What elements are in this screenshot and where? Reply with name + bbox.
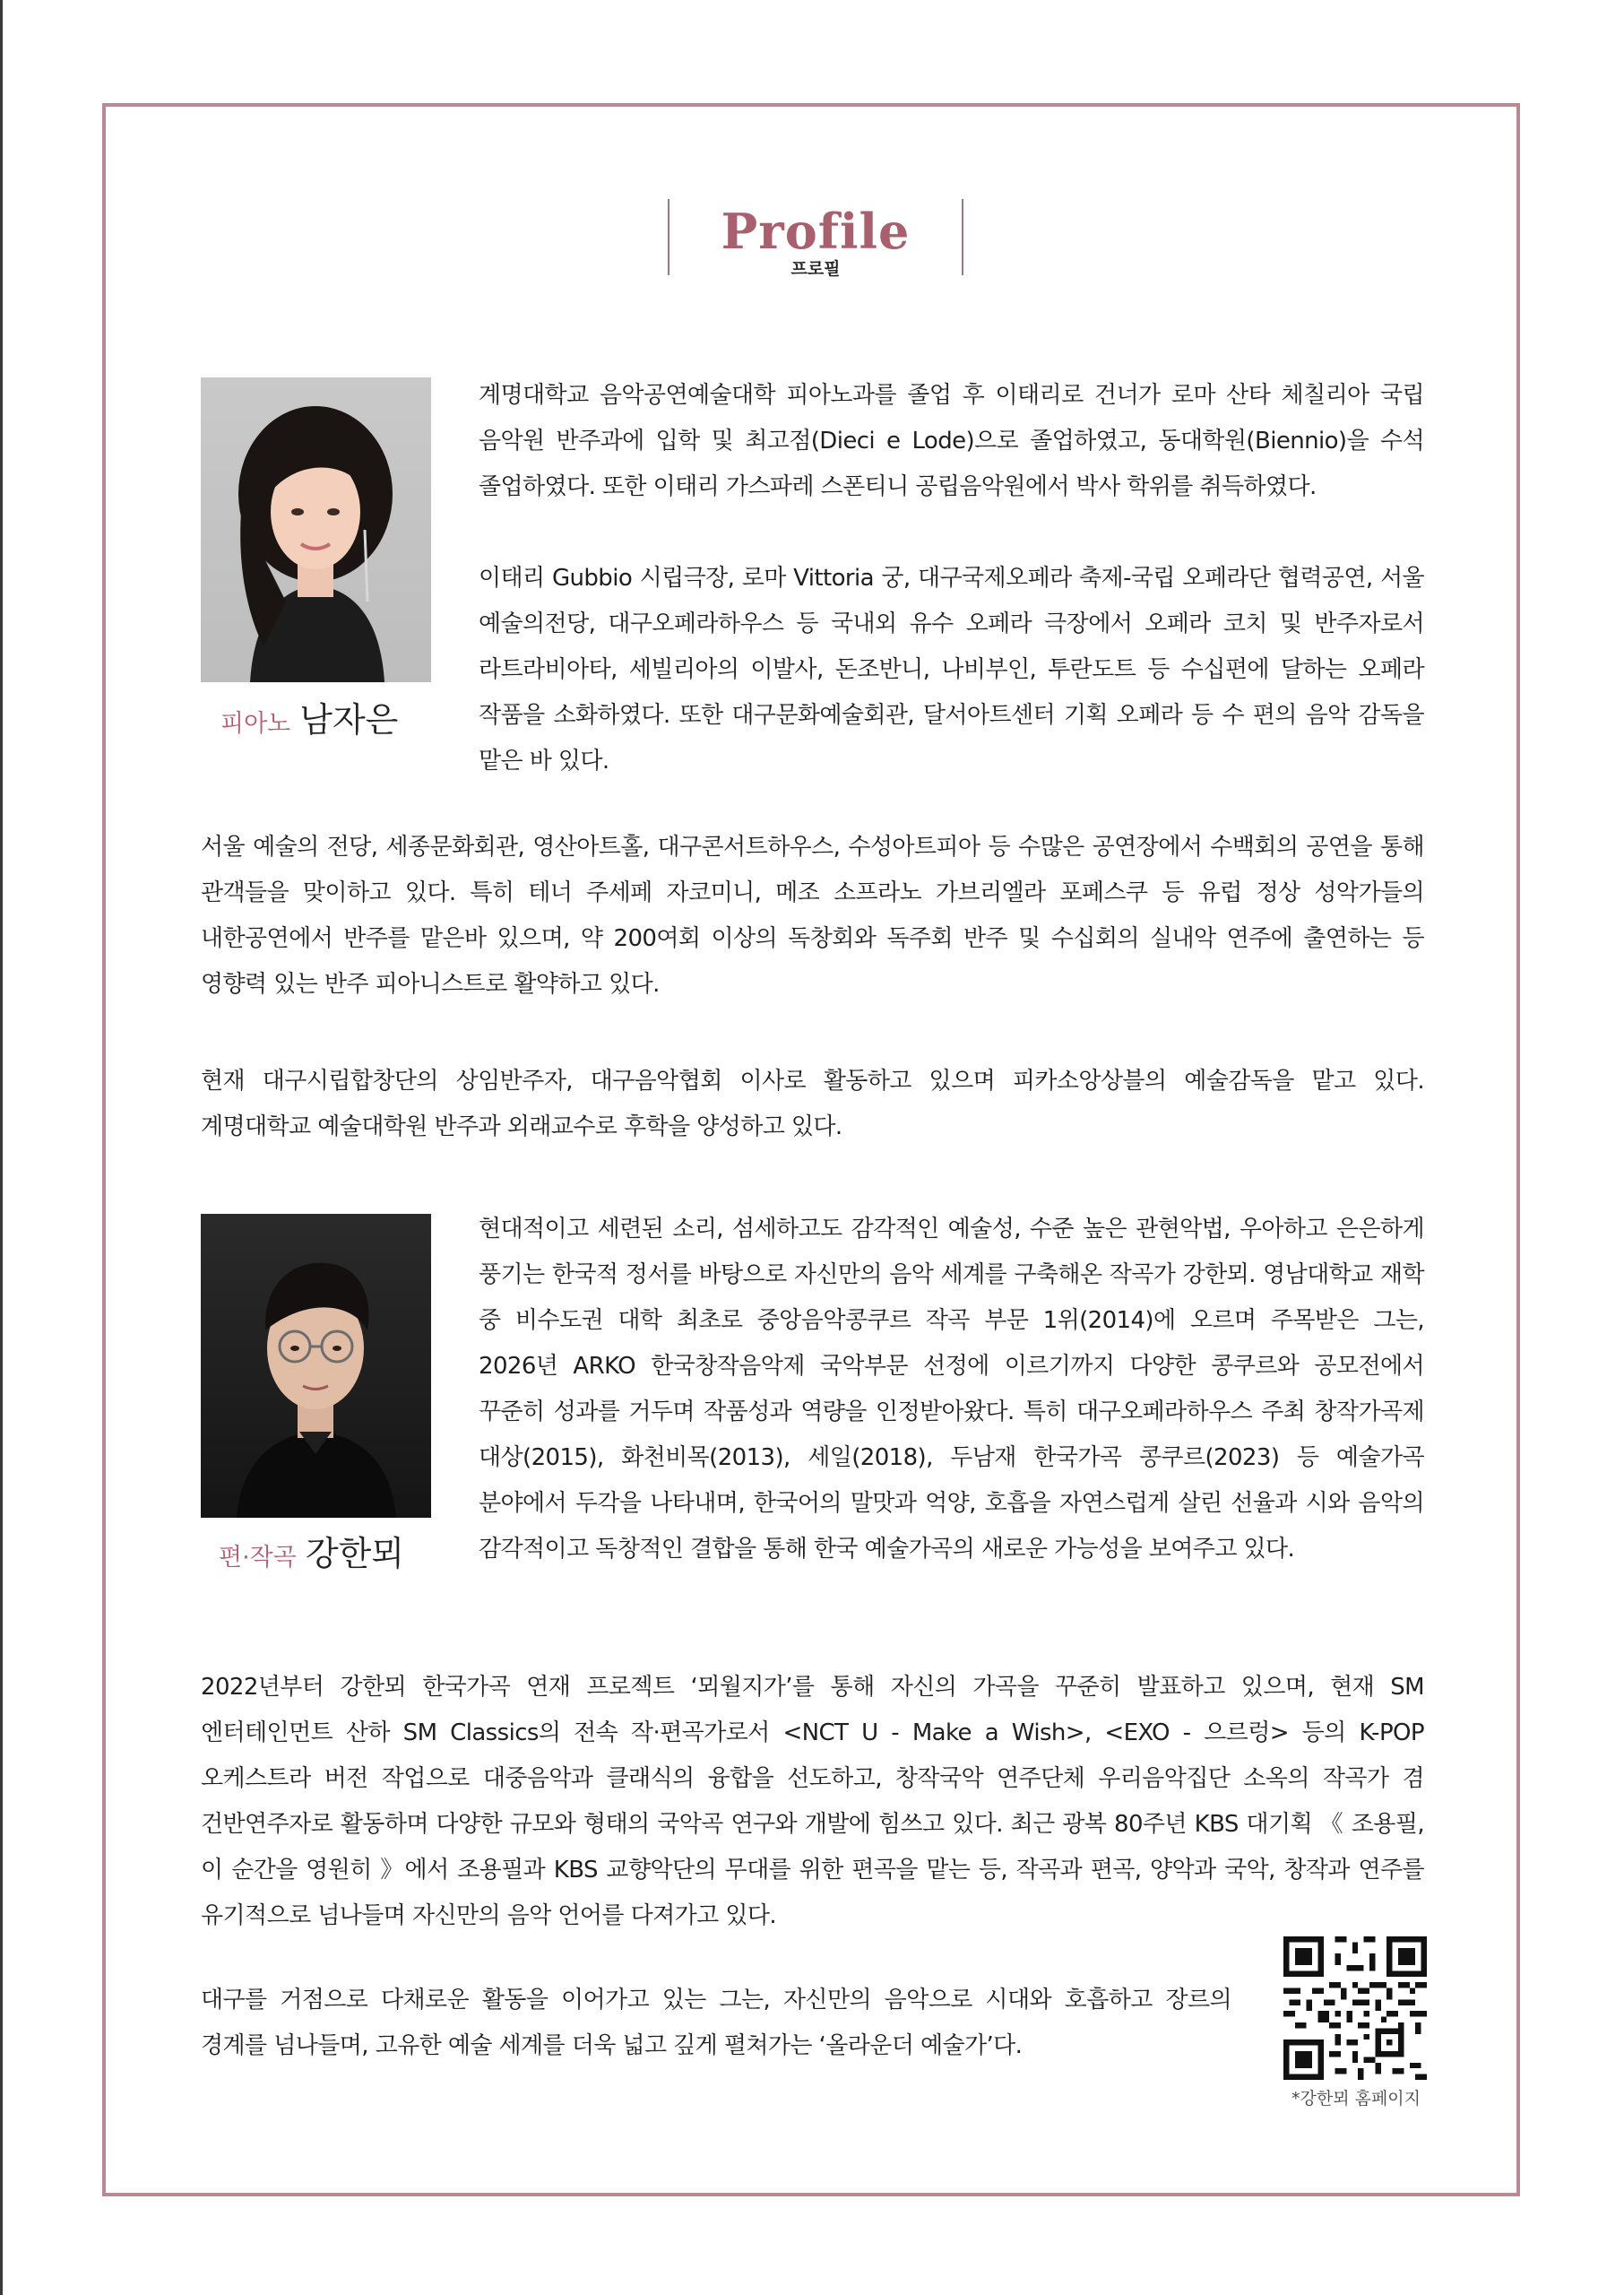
composer-role: 편·작곡 bbox=[219, 1544, 297, 1572]
pianist-caption bbox=[220, 692, 399, 740]
pianist-name: 남자은 bbox=[299, 700, 399, 740]
composer-bio-paragraph-1: 현대적이고 세련된 소리, 섬세하고도 감각적인 예술성, 수준 높은 관현악법, 우아하고 은은하게 풍기는 한국적 정서를 바탕으로 자신만의 음악 세계를 구축해온 작곡가 강한뫼. 영남대학교 재학 중 비수도권 대학 최초로 중앙음악콩쿠르 작곡 부문 1위(2014)에 오르며 주목받은 그는, 2026년 ARKO 한국창작음악제 국악부문 선정에 이르기까지 다양한 콩쿠르와 공모전에서 꾸준히 성과를 거두며 작품성과 역량을 인정받아왔다. 특히 대구오페라하우스 주최 창작가곡제 대상(2015), 화천비목(2013), 세일(2018), 두남재 한국가곡 콩쿠르(2023) 등 예술가곡 분야에서 두각을 나타내며, 한국어의 말맛과 억양, 호흡을 자연스럽게 살린 선율과 시와 음악의 감각적이고 독창적인 결합을 통해 한국 예술가곡의 새로운 가능성을 보여주고 있다. bbox=[479, 1216, 1424, 1563]
qr-caption: *강한뫼 홈페이지 bbox=[1291, 2089, 1421, 2109]
composer-photo bbox=[201, 1214, 431, 1518]
pianist-bio-paragraph-2: 이태리 Gubbio 시립극장, 로마 Vittoria 궁, 대구국제오페라 축제-국립 오페라단 협력공연, 서울 예술의전당, 대구오페라하우스 등 국내외 유수 오페라 극장에서 오페라 코치 및 반주자로서 라트라비아타, 세빌리아의 이발사, 돈조반니, 나비부인, 투란도트 등 수십편에 달하는 오페라 작품을 소화하였다. 또한 대구문화예술회관, 달서아트센터 기획 오페라 등 수 편의 음악 감독을 맡은 바 있다. bbox=[479, 565, 1424, 775]
title-divider-left bbox=[668, 199, 669, 275]
page-subtitle: 프로필 bbox=[790, 259, 841, 279]
pianist-bio-paragraph-1: 계명대학교 음악공연예술대학 피아노과를 졸업 후 이태리로 건너가 로마 산타 체칠리아 국립 음악원 반주과에 입학 및 최고점(Dieci e Lode)으로 졸업하였고, 동대학원(Biennio)을 수석 졸업하였다. 또한 이태리 가스파레 스폰티니 공립음악원에서 박사 학위를 취득하였다. bbox=[479, 382, 1424, 500]
composer-bio-paragraph-2: 2022년부터 강한뫼 한국가곡 연재 프로젝트 ‘뫼월지가’를 통해 자신의 가곡을 꾸준히 발표하고 있으며, 현재 SM 엔터테인먼트 산하 SM Classics의 전속 작·편곡가로서 <NCT U - Make a Wish>, <EXO - 으르렁> 등의 K-POP 오케스트라 버전 작업으로 대중음악과 클래식의 융합을 선도하고, 창작국악 연주단체 우리음악집단 소옥의 작곡가 겸 건반연주자로 활동하며 다양한 규모와 형태의 국악곡 연구와 개발에 힘쓰고 있다. 최근 광복 80주년 KBS 대기획 《 조용필, 이 순간을 영원히 》에서 조용필과 KBS 교향악단의 무대를 위한 편곡을 맡는 등, 작곡과 편곡, 양악과 국악, 창작과 연주를 유기적으로 넘나들며 자신만의 음악 언어를 다져가고 있다. bbox=[201, 1674, 1424, 1929]
page-edge bbox=[0, 0, 3, 2295]
homepage-qr-code[interactable] bbox=[1283, 1936, 1427, 2080]
pianist-role: 피아노 bbox=[220, 710, 291, 738]
pianist-photo bbox=[201, 377, 431, 682]
composer-caption bbox=[219, 1526, 404, 1571]
composer-bio-paragraph-3: 대구를 거점으로 다채로운 활동을 이어가고 있는 그는, 자신만의 음악으로 시대와 호흡하고 장르의 경계를 넘나들며, 고유한 예술 세계를 더욱 넓고 깊게 펼쳐가는 ‘올라운더 예술가’다. bbox=[201, 1987, 1231, 2059]
composer-name: 강한뫼 bbox=[305, 1534, 404, 1573]
pianist-portrait-illustration bbox=[201, 377, 431, 682]
title-divider-right bbox=[962, 199, 963, 275]
pianist-bio-paragraph-3: 서울 예술의 전당, 세종문화회관, 영산아트홀, 대구콘서트하우스, 수성아트피아 등 수많은 공연장에서 수백회의 공연을 통해 관객들을 맞이하고 있다. 특히 테너 주세페 자코미니, 메조 소프라노 가브리엘라 포페스쿠 등 유럽 정상 성악가들의 내한공연에서 반주를 맡은바 있으며, 약 200여회 이상의 독창회와 독주회 반주 및 수십회의 실내악 연주에 출연하는 등 영향력 있는 반주 피아니스트로 활약하고 있다. bbox=[201, 834, 1424, 998]
page-title: Profile bbox=[721, 203, 911, 260]
title-block bbox=[668, 199, 963, 278]
pianist-bio-paragraph-4: 현재 대구시립합창단의 상임반주자, 대구음악협회 이사로 활동하고 있으며 피카소앙상블의 예술감독을 맡고 있다. 계명대학교 예술대학원 반주과 외래교수로 후학을 양성하고 있다. bbox=[201, 1068, 1424, 1140]
composer-portrait-illustration bbox=[201, 1214, 431, 1518]
